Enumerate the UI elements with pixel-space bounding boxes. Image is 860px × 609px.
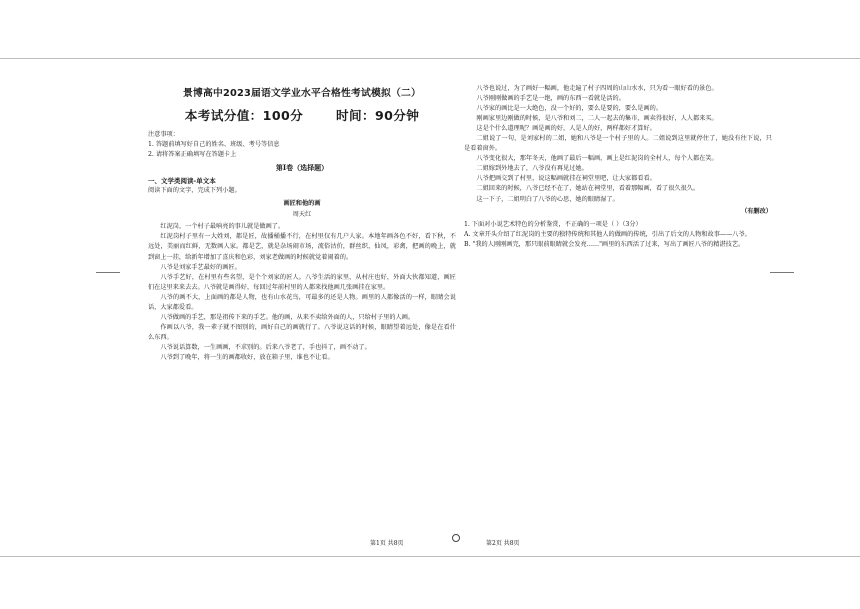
paragraph: 这一下子，二姐明白了八爷的心思，她的眼睛湿了。 — [476, 195, 619, 203]
paragraph: 八爷说话算数，一生画画，不求别的。后来八爷老了，手也抖了，画不动了。 — [160, 343, 371, 351]
paragraph: 八爷刚刚做画的手艺是一绝，画的东西一看就是活的。 — [476, 95, 625, 103]
paragraph: 红泥岗，一个村子最响亮的事儿就是做画了。 — [160, 223, 285, 231]
paragraph: 红泥岗村子里有一大姓刘，都是匠，故播桶播不行，在村里仅有几户人家。本地年画各色不好，看下秋，不远处，美丽而红鲜，无数画人家。都是艺，就是杂场闹市场，流俗沽价，群丝织，仙凤，彩禽，把画的晚上，就到窗上一挂，给新年增加了喜庆和色彩，刘家老做画的时候就觉着闹着的。 — [148, 233, 456, 261]
story-author: 周天红 — [292, 211, 312, 219]
binding-hole-icon — [452, 534, 460, 542]
paragraph: 八爷的画不大，上面画的都是人物，也有山水花鸟，可最多的还是人物。画里的人都像活的一样，眼睛会说话，大家都爱看。 — [148, 293, 456, 311]
paragraph: 刚画家里边刚做的时候，是八爷和刘二，二人一起去的集市，画卖得很好，人人都来买。 — [476, 115, 718, 123]
question-option: A. 文章开头介绍了红泥岗的主要的独特传统和其他人的做画的传统，引出了后文的人物和故事——八爷。 — [464, 230, 751, 238]
question — [464, 220, 772, 250]
paragraph: 这是个什么道理呢？画是画的好，人是人的好，两样都好才算好。 — [476, 125, 656, 133]
paragraph: 八爷手艺好，在村里有些名望，是个个刘家的匠人。八爷生活的家里，从村庄也好，外面大伙都知道，画匠们在这里来来去去。八爷就是画得好，每回过年前村里的人都来找他画几张画挂在家里。 — [148, 273, 456, 291]
paragraph: 八爷变化很大，那年冬天，他画了最后一幅画，画上是红泥岗的全村人，每个人都在笑。 — [476, 155, 718, 163]
paragraph: 八爷把画交到了村里，说这幅画就挂在祠堂里吧，让大家都看看。 — [476, 175, 656, 183]
scan-top-edge — [0, 58, 860, 59]
notes — [148, 130, 456, 160]
story-source: （有删改） — [741, 207, 772, 215]
paragraph: 二姐说了一句，是刘家村的二姐，她和八爷是一个村子里的人。二姐说到这里就停住了，她没有往下说，只是看着窗外。 — [464, 135, 772, 153]
right-column — [464, 84, 772, 250]
question-option: B. "我的人刚刚画完，那只眼前眼睛就会发亮……"画里的东西活了过来，写出了画匠八爷的精湛技艺。 — [464, 240, 745, 248]
story-title: 画匠和他的画 — [283, 200, 321, 208]
time-label: 时间：90分钟 — [335, 107, 420, 123]
instruction: 阅读下面的文字，完成下列小题。 — [148, 187, 241, 195]
volume-title: 第Ⅰ卷（选择题） — [275, 163, 329, 173]
paragraph: 二姐嫁到外地去了，八爷没有再见过她。 — [476, 165, 588, 173]
notes-heading: 注意事项： — [148, 131, 179, 139]
note-item: 2. 请将答案正确填写在答题卡上 — [148, 151, 237, 159]
exam-meta — [148, 106, 456, 126]
fold-mark-right — [770, 272, 794, 273]
paragraph: 八爷到了晚年，将一生的画都收好，放在箱子里，谁也不让看。 — [160, 353, 334, 361]
question-stem: 1. 下面对小说艺术特色的分析鉴赏，不正确的一项是（ ）（3分） — [464, 220, 642, 228]
exam-title: 景博高中2023届语文学业水平合格性考试模拟（二） — [182, 88, 421, 99]
paragraph: 二姐回来的时候，八爷已经不在了，她站在祠堂里，看着那幅画，看了很久很久。 — [476, 185, 700, 193]
paragraph: 八爷是刘家手艺最好的画匠。 — [160, 263, 241, 271]
paragraph: 八爷也说过，为了画好一幅画，他走遍了村子四周的山山水水，只为看一眼好看的景色。 — [476, 85, 718, 92]
score-label: 本考试分值：100分 — [184, 107, 304, 123]
paragraph: 八爷家的画比是一大绝色，没一个好的，要么是要的，要么是画的。 — [476, 105, 663, 113]
page-number-right: 第2页 共8页 — [486, 540, 520, 547]
paragraph: 八爷做画的手艺，那是祖传下来的手艺。他的画，从来不卖给外面的人，只给村子里的人画。 — [160, 313, 415, 321]
left-column — [148, 86, 456, 363]
scan-bottom-edge — [0, 556, 860, 557]
note-item: 1. 答题前填写好自己的姓名、班级、考号等信息 — [148, 141, 280, 149]
fold-mark-left — [96, 272, 120, 273]
page-number-left: 第1页 共8页 — [370, 540, 404, 547]
section-heading: 一、文学类阅读-单文本 — [148, 176, 216, 185]
paragraph: 作画以八爷，我一辈子就不图别的，画好自己的画就行了。八爷说这话的时候，眼睛望着远处，像是在看什么东西。 — [148, 323, 456, 341]
